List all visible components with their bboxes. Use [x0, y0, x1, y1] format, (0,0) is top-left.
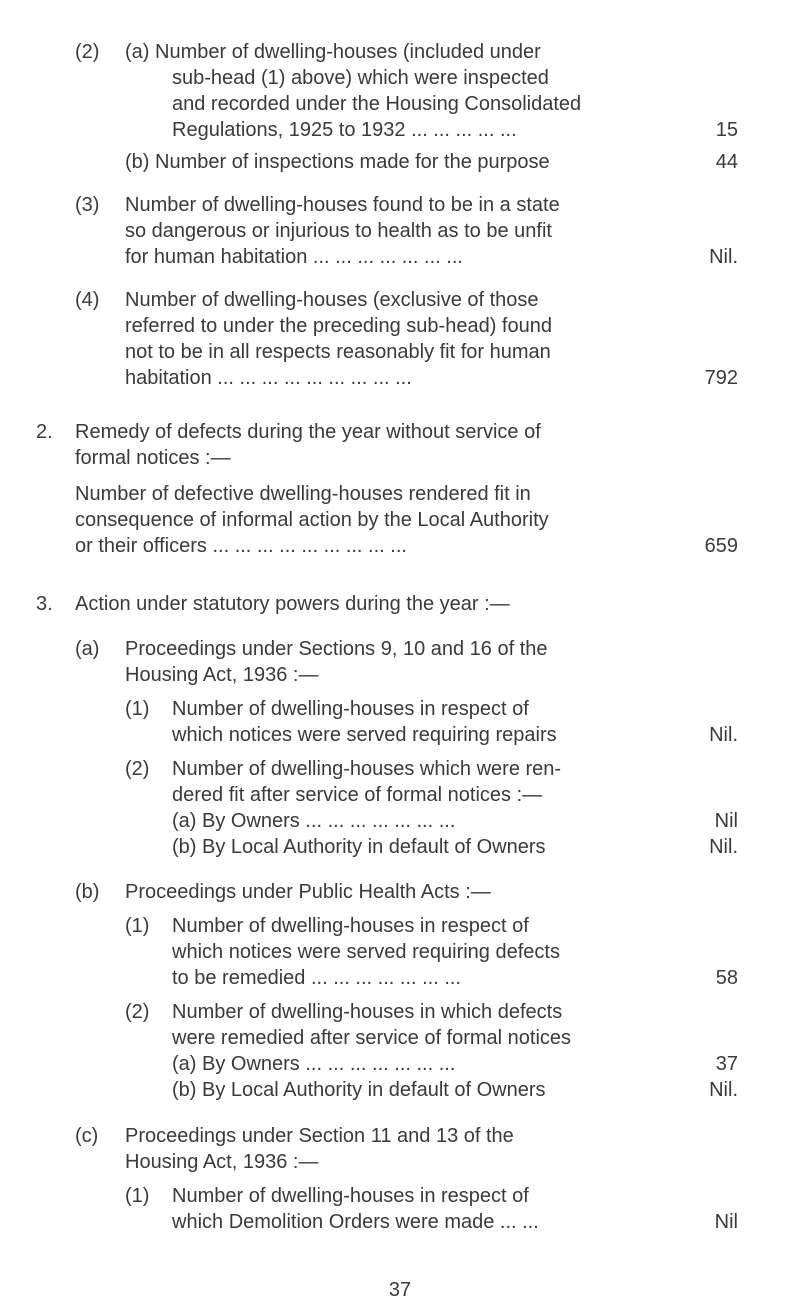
item-3a-line-2: Housing Act, 1936 :—	[125, 664, 319, 686]
item-3c-1-line-1: Number of dwelling-houses in respect of	[172, 1185, 529, 1207]
section-2-line-2: formal notices :—	[75, 447, 231, 469]
value-3b-2-local-authority: Nil.	[709, 1079, 738, 1101]
value-3a-2-owners: Nil	[714, 810, 738, 832]
label-3b-2: (2)	[125, 1001, 150, 1023]
item-3a-1-line-1: Number of dwelling-houses in respect of	[172, 698, 529, 720]
value-2a: 15	[715, 119, 738, 141]
label-4: (4)	[75, 289, 100, 311]
value-section-2: 659	[704, 535, 738, 557]
item-3-line-2: so dangerous or injurious to health as to be unfit	[125, 220, 552, 242]
item-2a-line-4: Regulations, 1925 to 1932 ... ... ... ... ...	[172, 119, 517, 141]
label-3c-1: (1)	[125, 1185, 150, 1207]
item-3c-line-1: Proceedings under Section 11 and 13 of the	[125, 1125, 514, 1147]
section-2-body-line-1: Number of defective dwelling-houses rendered fit in	[75, 483, 531, 505]
item-3b-2-local-authority: (b) By Local Authority in default of Owners	[172, 1079, 546, 1101]
item-3a-line-1: Proceedings under Sections 9, 10 and 16 of the	[125, 638, 548, 660]
item-3c-1-line-2: which Demolition Orders were made ... ...	[172, 1211, 539, 1233]
item-4-line-1: Number of dwelling-houses (exclusive of those	[125, 289, 539, 311]
value-3b-1: 58	[715, 967, 738, 989]
value-3c-1: Nil	[714, 1211, 738, 1233]
item-3a-2-local-authority: (b) By Local Authority in default of Owners	[172, 836, 546, 858]
item-2a-line-3: and recorded under the Housing Consolidated	[172, 93, 582, 115]
item-3b-2-owners: (a) By Owners ... ... ... ... ... ... ...	[172, 1053, 456, 1075]
label-3c: (c)	[75, 1125, 99, 1147]
section-3-heading: Action under statutory powers during the year :—	[75, 593, 510, 615]
item-4-line-3: not to be in all respects reasonably fit for human	[125, 341, 551, 363]
section-3-number: 3.	[36, 593, 53, 615]
label-3a: (a)	[75, 638, 100, 660]
page-number: 37	[388, 1279, 412, 1301]
item-3b-1-line-3: to be remedied ... ... ... ... ... ... ...	[172, 967, 462, 989]
section-2-body-line-2: consequence of informal action by the Local Authority	[75, 509, 549, 531]
item-2a-line-1: (a) Number of dwelling-houses (included under	[125, 41, 541, 63]
item-3-line-1: Number of dwelling-houses found to be in a state	[125, 194, 560, 216]
item-3-line-3: for human habitation ... ... ... ... ... ... ...	[125, 246, 463, 268]
item-3a-2-line-2: dered fit after service of formal notices :—	[172, 784, 543, 806]
label-3b: (b)	[75, 881, 100, 903]
item-3c-line-2: Housing Act, 1936 :—	[125, 1151, 319, 1173]
value-3b-2-owners: 37	[715, 1053, 738, 1075]
section-2-body-line-3: or their officers ... ... ... ... ... ... ... ... ...	[75, 535, 407, 557]
item-3a-2-line-1: Number of dwelling-houses which were ren-	[172, 758, 562, 780]
section-2-line-1: Remedy of defects during the year without service of	[75, 421, 541, 443]
item-3b-heading: Proceedings under Public Health Acts :—	[125, 881, 491, 903]
value-3: Nil.	[709, 246, 738, 268]
item-3b-2-line-1: Number of dwelling-houses in which defects	[172, 1001, 563, 1023]
value-3a-2-local-authority: Nil.	[709, 836, 738, 858]
value-3a-1: Nil.	[709, 724, 738, 746]
section-2-number: 2.	[36, 421, 53, 443]
value-4: 792	[704, 367, 738, 389]
label-3: (3)	[75, 194, 100, 216]
item-2b-line-1: (b) Number of inspections made for the purpose	[125, 151, 550, 173]
label-2: (2)	[75, 41, 100, 63]
item-3b-1-line-2: which notices were served requiring defects	[172, 941, 560, 963]
item-3a-1-line-2: which notices were served requiring repairs	[172, 724, 557, 746]
label-3a-2: (2)	[125, 758, 150, 780]
item-3b-2-line-2: were remedied after service of formal notices	[172, 1027, 572, 1049]
value-2b: 44	[715, 151, 738, 173]
item-2a-line-2: sub-head (1) above) which were inspected	[172, 67, 549, 89]
label-3a-1: (1)	[125, 698, 150, 720]
item-3a-2-owners: (a) By Owners ... ... ... ... ... ... ...	[172, 810, 456, 832]
item-4-line-2: referred to under the preceding sub-head) found	[125, 315, 552, 337]
label-3b-1: (1)	[125, 915, 150, 937]
item-3b-1-line-1: Number of dwelling-houses in respect of	[172, 915, 529, 937]
item-4-line-4: habitation ... ... ... ... ... ... ... ... ...	[125, 367, 412, 389]
